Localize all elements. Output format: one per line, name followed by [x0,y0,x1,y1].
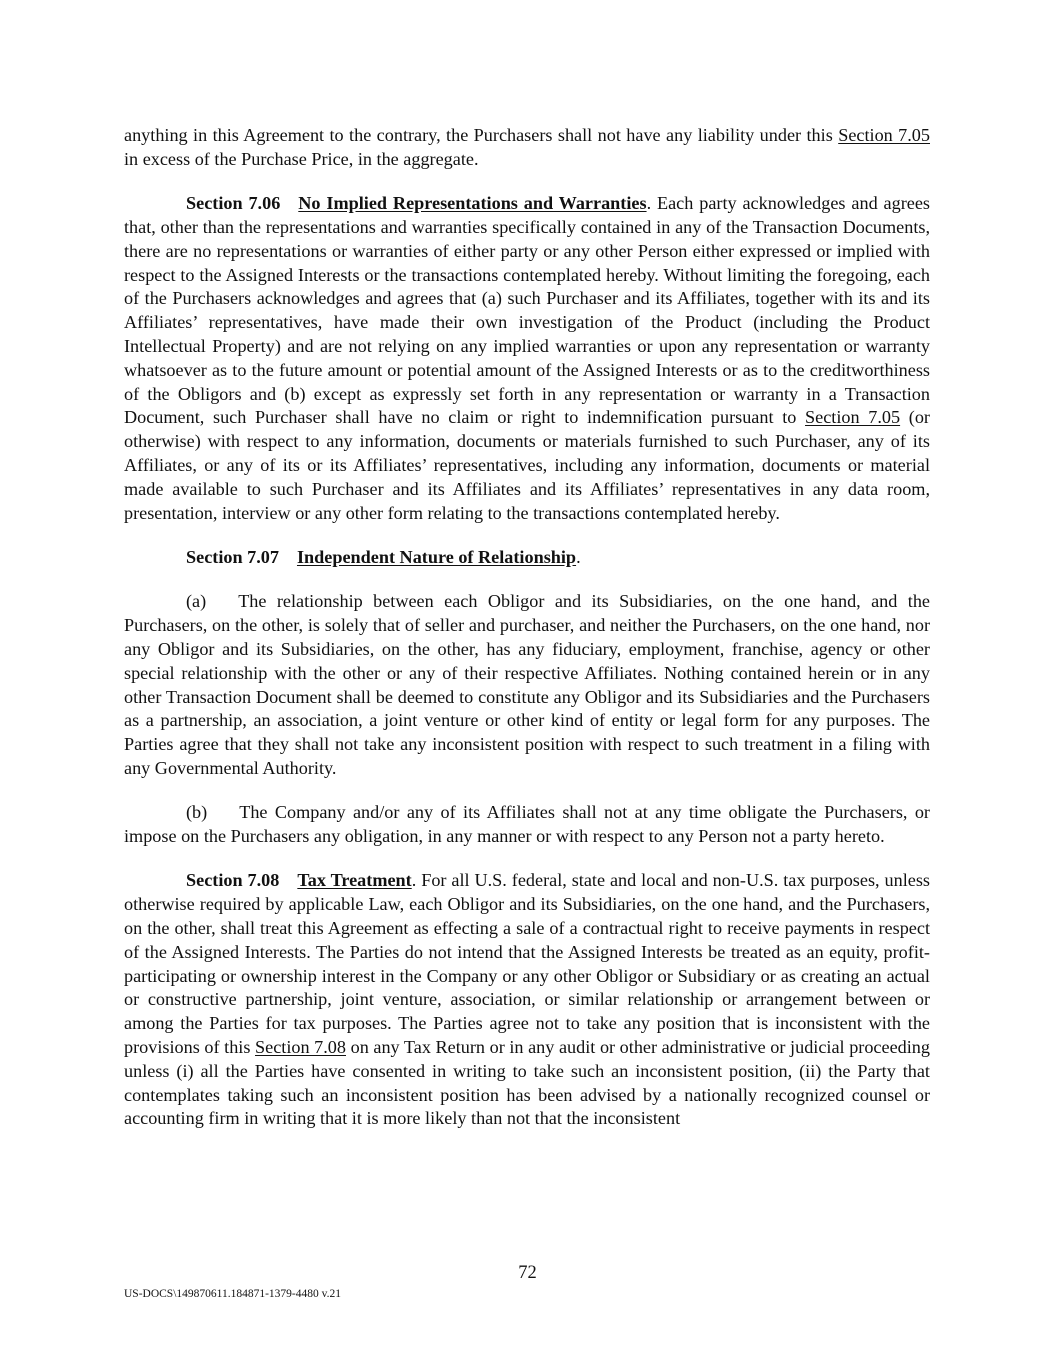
text-run: The Company and/or any of its Affiliates shall not at any time obligate the Purchasers, or impose on the Purchasers any obligation, in any manner or with respect to any Person not a party hereto. [124,802,930,847]
paragraph [124,124,930,172]
text-run: . For all U.S. federal, state and local and non-U.S. tax purposes, unless otherwise required by applicable Law, each Obligor and its Subsidiaries, on the one hand, and the Purchasers, on the other, shall treat this Agreement as effecting a sale of a contractual right to receive payments in respect of the Assigned Interests. The Parties do not intend that the Assigned Interests be treated as an equity, profit-participating or ownership interest in the Company or any other Obligor or Subsidiary or as creating an actual or constructive partnership, joint venture, association, or similar relationship or arrangement between or among the Parties for tax purposes. The Parties agree not to take any position that is inconsistent with the provisions of this [124,870,930,1058]
section-number: Section 7.08 [186,870,280,891]
section-reference: Section 7.08 [255,1037,346,1058]
section-reference: Section 7.05 [805,407,901,428]
text-run: The relationship between each Obligor and its Subsidiaries, on the one hand, and the Purchasers, on the other, is solely that of seller and purchaser, and neither the Purchasers, on the one hand, nor any Obligor and its Subsidiaries, on the other, has any fiduciary, employment, franchise, agency or other special relationship with the other or any of their respective Affiliates. Nothing contained herein or in any other Transaction Document shall be deemed to constitute any Obligor and its Subsidiaries and the Purchasers as a partnership, an association, a joint venture or other kind of entity or legal form for any purposes. The Parties agree that they shall not take any inconsistent position with respect to such treatment in a filing with any Governmental Authority. [124,591,930,778]
text-run: . [576,546,581,567]
text-run: (b) [186,802,208,823]
paragraph [124,590,930,780]
text-run: in excess of the Purchase Price, in the aggregate. [124,148,479,169]
paragraph [124,546,930,570]
section-title: Tax Treatment [297,870,412,891]
section-number: Section 7.06 [186,193,281,214]
section-title: Independent Nature of Relationship [296,546,577,567]
text-run: . Each party acknowledges and agrees that, other than the representations and warranties specifically contained in any of the Transaction Documents, there are no representations or warranties of either party or any other Person either expressed or implied with respect to the Assigned Interests or the transactions contemplated hereby. Without limiting the foregoing, each of the Purchasers acknowledges and agrees that (a) such Purchaser and its Affiliates, together with its and its Affiliates’ representatives, have made their own investigation of the Product (including the Product Intellectual Property) and are not relying on any implied warranties or upon any representation or warranty whatsoever as to the future amount or potential amount of the Assigned Interests or as to the creditworthiness of the Obligors and (b) except as expressly set forth in any representation or warranty in a Transaction Document, such Purchaser shall have no claim or right to indemnification pursuant to [124,193,930,428]
section-number: Section 7.07 [186,546,279,567]
text-run: on any Tax Return or in any audit or other administrative or judicial proceeding unless (i) all the Parties have consented in writing to take such an inconsistent position, (ii) the Party that contemplates taking such an inconsistent position has been advised by a nationally recognized counsel or accounting firm in writing that it is more likely than not that the inconsistent [124,1037,930,1129]
section-reference: Section 7.05 [838,125,930,145]
paragraph [124,192,930,525]
text-run: (a) [186,591,207,612]
document-id: US-DOCS\149870611.184871-1379-4480 v.21 [124,1288,342,1300]
section-title: No Implied Representations and Warranties [298,193,647,214]
text-run: anything in this Agreement to the contrary, the Purchasers shall not have any liability under this [124,125,839,145]
document-body [124,124,930,1152]
paragraph [124,869,930,1131]
page-number: 72 [518,1263,537,1283]
text-run: (or otherwise) with respect to any information, documents or materials furnished to such Purchaser, any of its Affiliates, or any of its or its Affiliates’ representatives, including any information, documents or material made available to such Purchaser and its Affiliates and its Affiliates’ representatives in any data room, presentation, interview or any other form relating to the transactions contemplated hereby. [124,407,930,523]
paragraph [124,801,930,849]
